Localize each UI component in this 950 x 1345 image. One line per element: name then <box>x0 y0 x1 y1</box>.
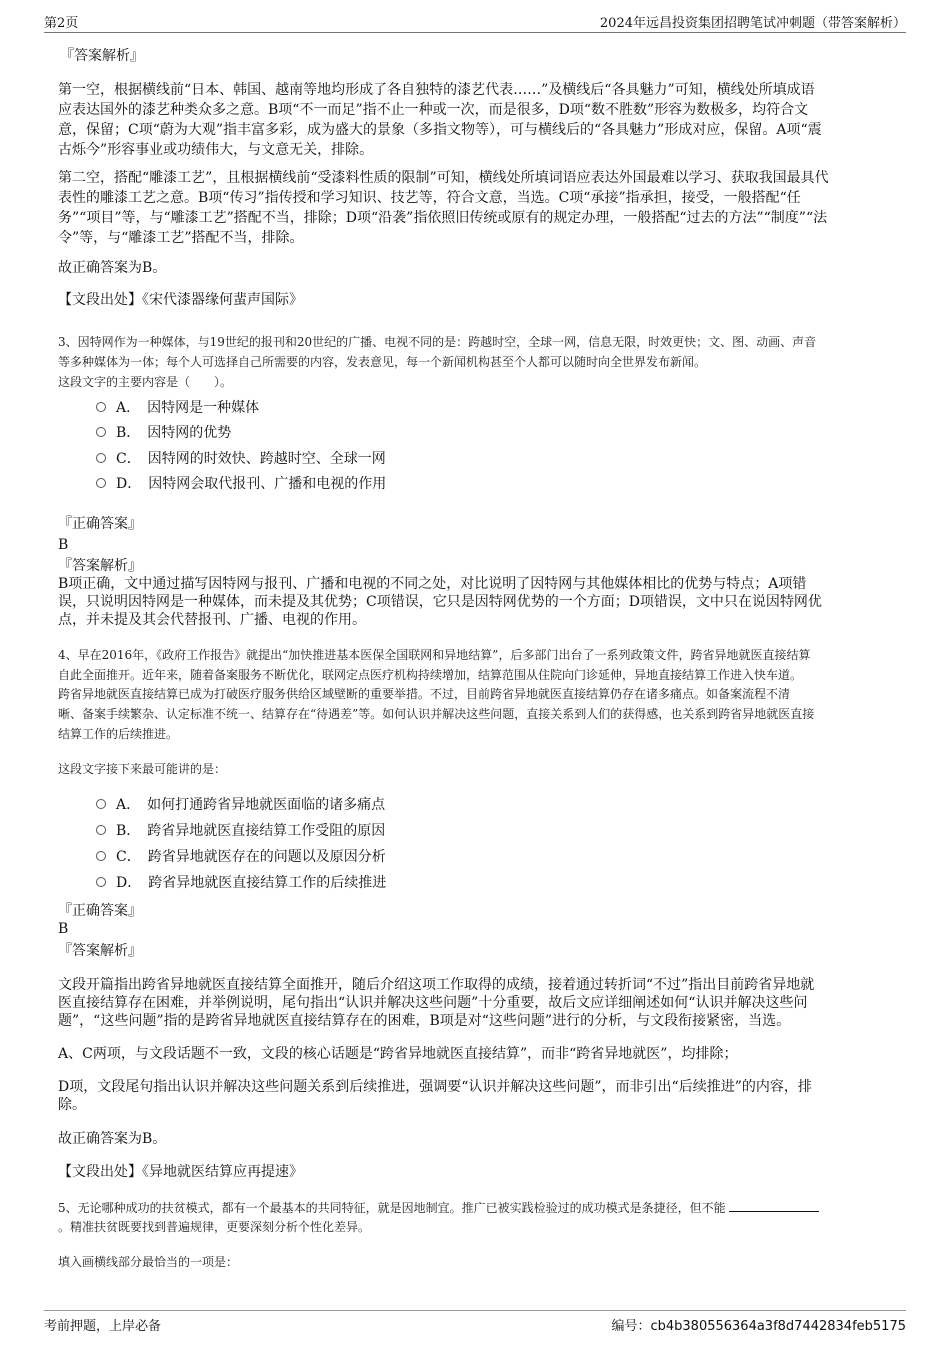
q5-question: 填入画横线部分最恰当的一项是： <box>58 1255 239 1269</box>
q2-para2-line: 表性的雕漆工艺之意。B项“传习”指传授和学习知识、技艺等，符合文意，当选。C项“承接”指承担，接受，一般搭配“任 <box>58 190 801 206</box>
q2-para1-line: 古烁今”形容事业或功绩伟大，与文意无关，排除。 <box>58 142 374 158</box>
q4-stem-line: 自此全面推开。近年来，随着备案服务不断优化，联网定点医疗机构持续增加，结算范围从住院向门诊延伸，异地直接结算工作进入快车道。 <box>58 668 803 682</box>
q5-stem-line: 。精准扶贫既要找到普遍规律，更要深刻分析个性化差异。 <box>58 1220 371 1234</box>
radio-icon[interactable] <box>96 453 106 463</box>
q4-option-d[interactable]: D． 跨省异地就医直接结算工作的后续推进 <box>96 872 386 892</box>
q3-analysis-label: 『答案解析』 <box>58 558 142 574</box>
page-number: 第2页 <box>44 16 79 31</box>
q3-answer: B <box>58 537 69 553</box>
q4-stem-line: 跨省异地就医直接结算已成为打破医疗服务供给区域壁断的重要举措。不过，目前跨省异地就医直接结算仍存在诸多痛点。如备案流程不清 <box>58 687 791 701</box>
q2-para1-line: 意，保留；C项“蔚为大观”指丰富多彩，成为盛大的景象（多指文物等），可与横线后的“各具魅力”形成对应，保留。A项“震 <box>58 122 822 138</box>
fill-blank-line <box>729 1199 819 1212</box>
radio-icon[interactable] <box>96 877 106 887</box>
q4-analysis-d-line: D项，文段尾句指出认识并解决这些问题关系到后续推进，强调要“认识并解决这些问题”，而非引出“后续推进”的内容，排 <box>58 1079 812 1095</box>
q4-option-a[interactable]: A． 如何打通跨省异地就医面临的诸多痛点 <box>96 794 385 814</box>
q3-analysis-line: 误，只说明因特网是一种媒体，而未提及其优势；C项错误，它只是因特网优势的一个方面；D项错误，文中只在说因特网优 <box>58 594 822 610</box>
q4-analysis-ac: A、C两项，与文段话题不一致，文段的核心话题是“跨省异地就医直接结算”，而非“跨省异地就医”，均排除； <box>58 1046 738 1062</box>
radio-icon[interactable] <box>96 825 106 835</box>
q4-question: 这段文字接下来最可能讲的是： <box>58 762 227 776</box>
q4-stem-line: 晰、备案手续繁杂、认定标准不统一、结算存在“待遇差”等。如何认识并解决这些问题，直接关系到人们的获得感，也关系到跨省异地就医直接 <box>58 707 815 721</box>
q2-para2-line: 务”“项目”等，与“雕漆工艺”搭配不当，排除；D项“沿袭”指依照旧传统或原有的规定办理，一般搭配“过去的方法”“制度”“法 <box>58 210 828 226</box>
q4-analysis-line: 医直接结算存在困难，并举例说明，尾句指出“认识并解决这些问题”十分重要，故后文应详细阐述如何“认识并解决这些问 <box>58 995 808 1011</box>
document-code: 编号：cb4b380556364a3f8d7442834feb5175 <box>611 1319 906 1334</box>
radio-icon[interactable] <box>96 478 106 488</box>
q3-analysis-line: B项正确，文中通过描写因特网与报刊、广播和电视的不同之处，对比说明了因特网与其他媒体相比的优势与特点；A项错 <box>58 576 807 592</box>
q3-answer-label: 『正确答案』 <box>58 516 142 532</box>
q4-answer: B <box>58 921 69 937</box>
q3-option-c[interactable]: C． 因特网的时效快、跨越时空、全球一网 <box>96 448 386 468</box>
q3-option-b[interactable]: B． 因特网的优势 <box>96 422 231 442</box>
q2-para1-line: 应表达国外的漆艺种类众多之意。B项“不一而足”指不止一种或一次，而是很多，D项“数不胜数”形容为数极多，均符合文 <box>58 102 809 118</box>
q3-option-a[interactable]: A． 因特网是一种媒体 <box>96 397 259 417</box>
q4-analysis-label: 『答案解析』 <box>58 943 142 959</box>
radio-icon[interactable] <box>96 799 106 809</box>
q4-answer-label: 『正确答案』 <box>58 903 142 919</box>
q4-conclusion: 故正确答案为B。 <box>58 1131 167 1147</box>
q2-para1-line: 第一空，根据横线前“日本、韩国、越南等地均形成了各自独特的漆艺代表……”及横线后“各具魅力”可知，横线处所填成语 <box>58 82 815 98</box>
radio-icon[interactable] <box>96 427 106 437</box>
q4-stem-line: 4、早在2016年，《政府工作报告》就提出“加快推进基本医保全国联网和异地结算”，后多部门出台了一系列政策文件，跨省异地就医直接结算 <box>58 648 811 662</box>
q3-analysis-line: 点，并未提及其会代替报刊、广播、电视的作用。 <box>58 612 366 628</box>
document-title: 2024年远昌投资集团招聘笔试冲刺题（带答案解析） <box>599 16 906 31</box>
q4-source: 【文段出处】《异地就医结算应再提速》 <box>58 1164 303 1180</box>
q2-para2-line: 令”等，与“雕漆工艺”搭配不当，排除。 <box>58 230 304 246</box>
radio-icon[interactable] <box>96 851 106 861</box>
page-header <box>44 10 906 33</box>
q4-analysis-line: 题”，“这些问题”指的是跨省异地就医直接结算存在的困难，B项是对“这些问题”进行的分析，与文段衔接紧密，当选。 <box>58 1013 791 1029</box>
q4-option-b[interactable]: B． 跨省异地就医直接结算工作受阻的原因 <box>96 820 385 840</box>
q4-analysis-d-line: 除。 <box>58 1097 86 1113</box>
q2-source: 【文段出处】《宋代漆器缘何蜚声国际》 <box>58 292 303 308</box>
q3-stem-line: 等多种媒体为一体；每个人可选择自己所需要的内容，发表意见，每一个新闻机构甚至个人都可以随时向全世界发布新闻。 <box>58 355 707 369</box>
q4-stem-line: 结算工作的后续推进。 <box>58 727 179 741</box>
q4-analysis-line: 文段开篇指出跨省异地就医直接结算全面推开，随后介绍这项工作取得的成绩，接着通过转折词“不过”指出目前跨省异地就 <box>58 977 815 993</box>
footer-slogan: 考前押题，上岸必备 <box>44 1319 162 1334</box>
q5-stem-line: 5、无论哪种成功的扶贫模式，都有一个最基本的共同特征，就是因地制宜。推广已被实践检验过的成功模式是条捷径，但不能 <box>58 1199 819 1218</box>
radio-icon[interactable] <box>96 402 106 412</box>
q4-option-c[interactable]: C． 跨省异地就医存在的问题以及原因分析 <box>96 846 386 866</box>
q2-conclusion: 故正确答案为B。 <box>58 260 167 276</box>
q3-stem-line: 这段文字的主要内容是（ ）。 <box>58 375 233 389</box>
q2-analysis-label: 『答案解析』 <box>60 48 144 64</box>
page-footer <box>44 1310 906 1337</box>
q2-para2-line: 第二空，搭配“雕漆工艺”，且根据横线前“受漆料性质的限制”可知，横线处所填词语应表达外国最难以学习、获取我国最具代 <box>58 170 829 186</box>
q3-stem-line: 3、因特网作为一种媒体，与19世纪的报刊和20世纪的广播、电视不同的是：跨越时空，全球一网，信息无限，时效更快；文、图、动画、声音 <box>58 335 817 349</box>
q3-option-d[interactable]: D． 因特网会取代报刊、广播和电视的作用 <box>96 473 386 493</box>
